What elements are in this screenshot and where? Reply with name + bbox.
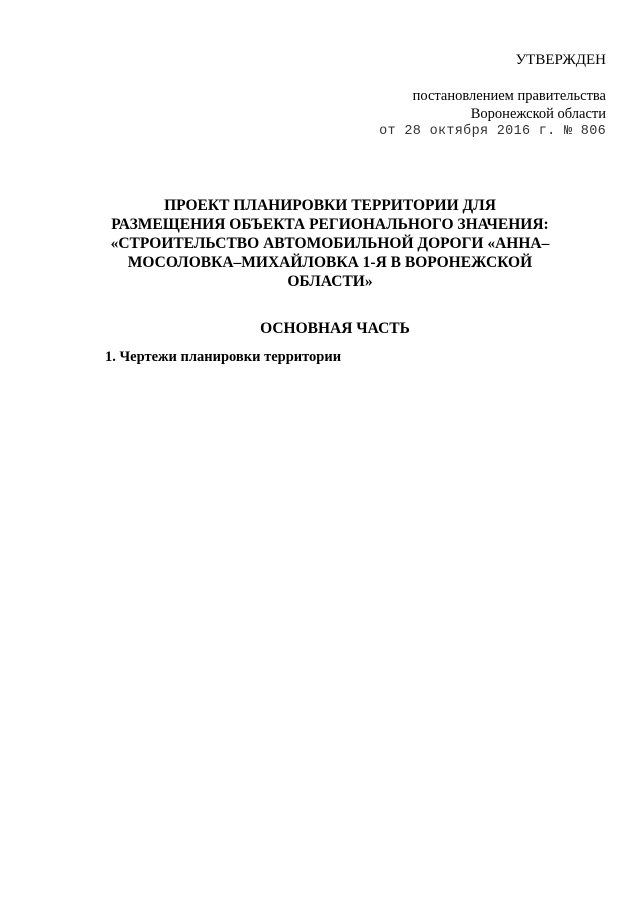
title-line-4: МОСОЛОВКА–МИХАЙЛОВКА 1-Я В ВОРОНЕЖСКОЙ (127, 254, 533, 271)
decree-date-number: от 28 октября 2016 г. № 806 (379, 124, 606, 139)
approved-stamp: УТВЕРЖДЕН (515, 52, 606, 68)
decree-line-2: Воронежской области (470, 106, 606, 122)
section-item: 1. Чертежи планировки территории (105, 349, 342, 365)
title-line-5: ОБЛАСТИ» (287, 273, 373, 290)
document-title (110, 196, 550, 291)
title-line-2: РАЗМЕЩЕНИЯ ОБЪЕКТА РЕГИОНАЛЬНОГО ЗНАЧЕНИЯ: (111, 216, 549, 233)
title-line-1: ПРОЕКТ ПЛАНИРОВКИ ТЕРРИТОРИИ ДЛЯ (164, 197, 496, 214)
decree-reference (379, 87, 606, 141)
title-line-3: «СТРОИТЕЛЬСТВО АВТОМОБИЛЬНОЙ ДОРОГИ «АННА– (110, 235, 550, 252)
decree-line-1: постановлением правительства (412, 88, 606, 104)
section-heading: ОСНОВНАЯ ЧАСТЬ (260, 320, 410, 337)
